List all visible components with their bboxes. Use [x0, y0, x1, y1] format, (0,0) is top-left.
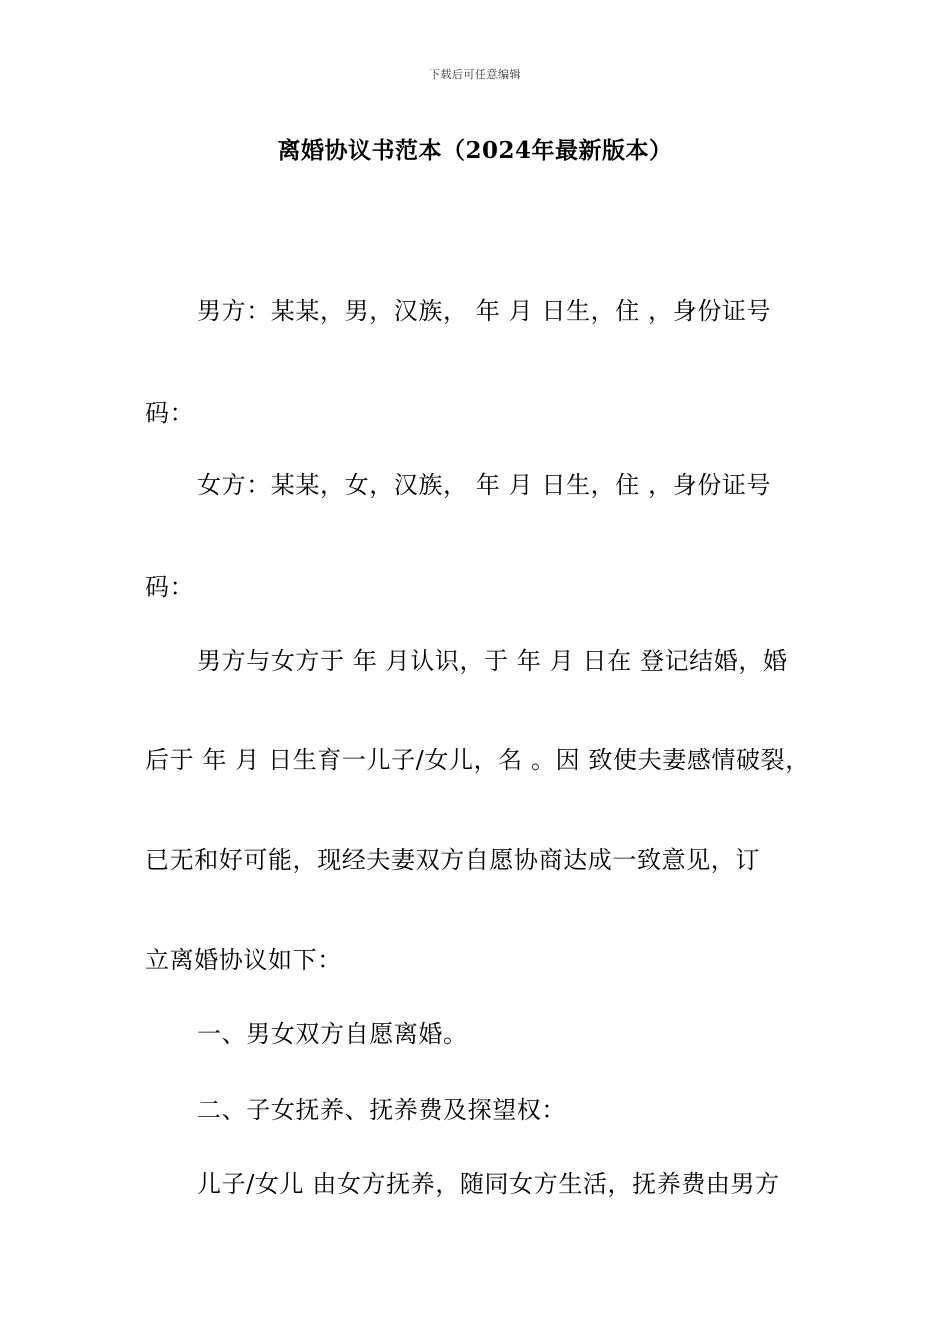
paragraph-line: 后于 年 月 日生育一儿子/女儿，名 。因 致使夫妻感情破裂，	[145, 746, 810, 774]
paragraph-line: 女方：某某，女，汉族， 年 月 日生，住 ，身份证号	[197, 471, 772, 499]
clause-heading: 二、子女抚养、抚养费及探望权：	[197, 1096, 566, 1124]
paragraph-line: 码：	[145, 573, 195, 601]
clause-heading: 一、男女双方自愿离婚。	[197, 1020, 468, 1048]
paragraph-line: 码：	[145, 399, 195, 427]
paragraph-line: 立离婚协议如下：	[145, 946, 342, 974]
document-title: 离婚协议书范本（2024年最新版本）	[277, 137, 673, 164]
paragraph-line: 男方与女方于 年 月认识，于 年 月 日在 登记结婚，婚	[197, 647, 788, 675]
paragraph-line: 已无和好可能，现经夫妻双方自愿协商达成一致意见，订	[145, 846, 760, 874]
paragraph-line: 儿子/女儿 由女方抚养，随同女方生活，抚养费由男方	[197, 1170, 780, 1198]
header-note: 下载后可任意编辑	[429, 68, 521, 81]
paragraph-line: 男方：某某，男，汉族， 年 月 日生，住 ，身份证号	[197, 297, 772, 325]
